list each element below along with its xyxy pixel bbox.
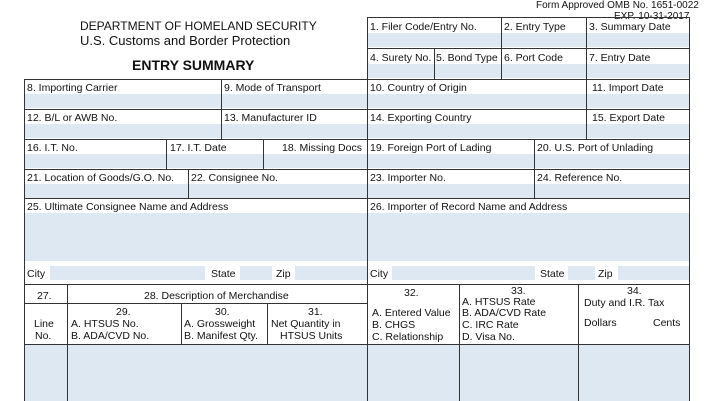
form-title: ENTRY SUMMARY <box>132 57 255 73</box>
col-32-a: A. Entered Value <box>372 307 451 319</box>
country-of-origin-label: 10. Country of Origin <box>370 82 467 94</box>
zip-label-right: Zip <box>598 268 613 280</box>
department-name: DEPARTMENT OF HOMELAND SECURITY <box>80 19 317 33</box>
col-31-a: Net Quantity in <box>271 318 341 330</box>
zip-input-left[interactable] <box>295 266 367 280</box>
surety-no-input[interactable] <box>368 64 434 78</box>
city-input-left[interactable] <box>50 266 205 280</box>
state-input-left[interactable] <box>240 266 272 280</box>
col-30-number: 30. <box>215 306 230 318</box>
line-label: Line <box>34 318 54 330</box>
mode-of-transport-label: 9. Mode of Transport <box>224 82 321 94</box>
summary-date-label: 3. Summary Date <box>589 21 671 33</box>
city-label-right: City <box>370 268 389 280</box>
col-29-a: A. HTSUS No. <box>71 318 139 330</box>
it-date-input[interactable] <box>167 154 263 168</box>
country-of-origin-input[interactable] <box>368 94 586 108</box>
entry-date-input[interactable] <box>587 64 689 78</box>
col-31-b: HTSUS Units <box>280 330 343 342</box>
entry-date-label: 7. Entry Date <box>589 52 651 64</box>
it-no-label: 16. I.T. No. <box>27 142 78 154</box>
col-29-b: B. ADA/CVD No. <box>71 330 150 342</box>
zip-input-right[interactable] <box>618 266 689 280</box>
col-31-number: 31. <box>308 306 323 318</box>
importer-no-input[interactable] <box>368 184 534 198</box>
reference-no-input[interactable] <box>535 184 689 198</box>
entered-value-cell[interactable] <box>368 345 459 401</box>
bond-type-label: 5. Bond Type <box>436 52 498 64</box>
agency-name: U.S. Customs and Border Protection <box>80 33 291 48</box>
import-date-label: 11. Import Date <box>592 82 664 94</box>
col-32-number: 32. <box>404 287 419 299</box>
state-label-right: State <box>540 268 565 280</box>
mode-of-transport-input[interactable] <box>222 94 367 108</box>
port-code-input[interactable] <box>502 64 586 78</box>
ultimate-consignee-input[interactable] <box>25 213 367 261</box>
col-29-number: 29. <box>116 306 131 318</box>
foreign-port-label: 19. Foreign Port of Lading <box>370 142 492 154</box>
location-of-goods-input[interactable] <box>25 184 188 198</box>
consignee-no-input[interactable] <box>189 184 367 198</box>
importer-no-label: 23. Importer No. <box>370 172 446 184</box>
bl-awb-label: 12. B/L or AWB No. <box>27 112 118 124</box>
col-33-b: B. ADA/CVD Rate <box>462 307 547 319</box>
it-date-label: 17. I.T. Date <box>170 142 227 154</box>
bond-type-input[interactable] <box>435 64 501 78</box>
summary-date-input[interactable] <box>587 33 689 47</box>
omb-number: Form Approved OMB No. 1651-0022 <box>536 0 699 11</box>
importing-carrier-label: 8. Importing Carrier <box>27 82 118 94</box>
col-34-number: 34. <box>627 285 642 297</box>
surety-no-label: 4. Surety No. <box>370 52 432 64</box>
col-30-a: A. Grossweight <box>184 318 256 330</box>
col-32-b: B. CHGS <box>372 319 416 331</box>
dollars-label: Dollars <box>584 317 617 329</box>
it-no-input[interactable] <box>25 154 166 168</box>
col-33-a: A. HTSUS Rate <box>462 296 536 308</box>
port-code-label: 6. Port Code <box>504 52 563 64</box>
entry-type-input[interactable] <box>502 33 586 47</box>
us-port-label: 20. U.S. Port of Unlading <box>537 142 654 154</box>
manufacturer-id-label: 13. Manufacturer ID <box>224 112 317 124</box>
merchandise-cell[interactable] <box>68 345 367 401</box>
ultimate-consignee-label: 25. Ultimate Consignee Name and Address <box>27 201 229 213</box>
import-date-input[interactable] <box>587 94 689 108</box>
importer-of-record-label: 26. Importer of Record Name and Address <box>370 201 568 213</box>
zip-label-left: Zip <box>276 268 291 280</box>
state-input-right[interactable] <box>568 266 595 280</box>
col-27-number: 27. <box>37 290 52 302</box>
importer-of-record-input[interactable] <box>368 213 689 261</box>
htsus-rate-cell[interactable] <box>460 345 578 401</box>
line-no-cell[interactable] <box>25 345 67 401</box>
city-input-right[interactable] <box>392 266 535 280</box>
state-label-left: State <box>211 268 236 280</box>
manufacturer-id-input[interactable] <box>222 124 367 138</box>
cents-label: Cents <box>653 317 681 329</box>
export-date-input[interactable] <box>587 124 689 138</box>
missing-docs-label: 18. Missing Docs <box>282 142 362 154</box>
location-of-goods-label: 21. Location of Goods/G.O. No. <box>27 172 175 184</box>
city-label-left: City <box>27 268 46 280</box>
exporting-country-input[interactable] <box>368 124 586 138</box>
col-34-a: Duty and I.R. Tax <box>584 297 665 309</box>
foreign-port-input[interactable] <box>368 154 534 168</box>
filer-code-input[interactable] <box>368 33 501 47</box>
missing-docs-input[interactable] <box>264 154 367 168</box>
col-33-d: D. Visa No. <box>462 331 515 343</box>
importing-carrier-input[interactable] <box>25 94 221 108</box>
col-33-number: 33. <box>511 285 526 297</box>
col-33-c: C. IRC Rate <box>462 319 519 331</box>
col-32-c: C. Relationship <box>372 331 444 343</box>
no-label: No. <box>35 330 52 342</box>
entry-type-label: 2. Entry Type <box>504 21 566 33</box>
col-28-header: 28. Description of Merchandise <box>144 290 289 302</box>
reference-no-label: 24. Reference No. <box>537 172 623 184</box>
export-date-label: 15. Export Date <box>592 112 665 124</box>
exporting-country-label: 14. Exporting Country <box>370 112 472 124</box>
filer-code-label: 1. Filer Code/Entry No. <box>370 21 477 33</box>
consignee-no-label: 22. Consignee No. <box>191 172 278 184</box>
us-port-input[interactable] <box>535 154 689 168</box>
bl-awb-input[interactable] <box>25 124 221 138</box>
col-30-b: B. Manifest Qty. <box>184 330 258 342</box>
duty-cell[interactable] <box>579 345 689 401</box>
